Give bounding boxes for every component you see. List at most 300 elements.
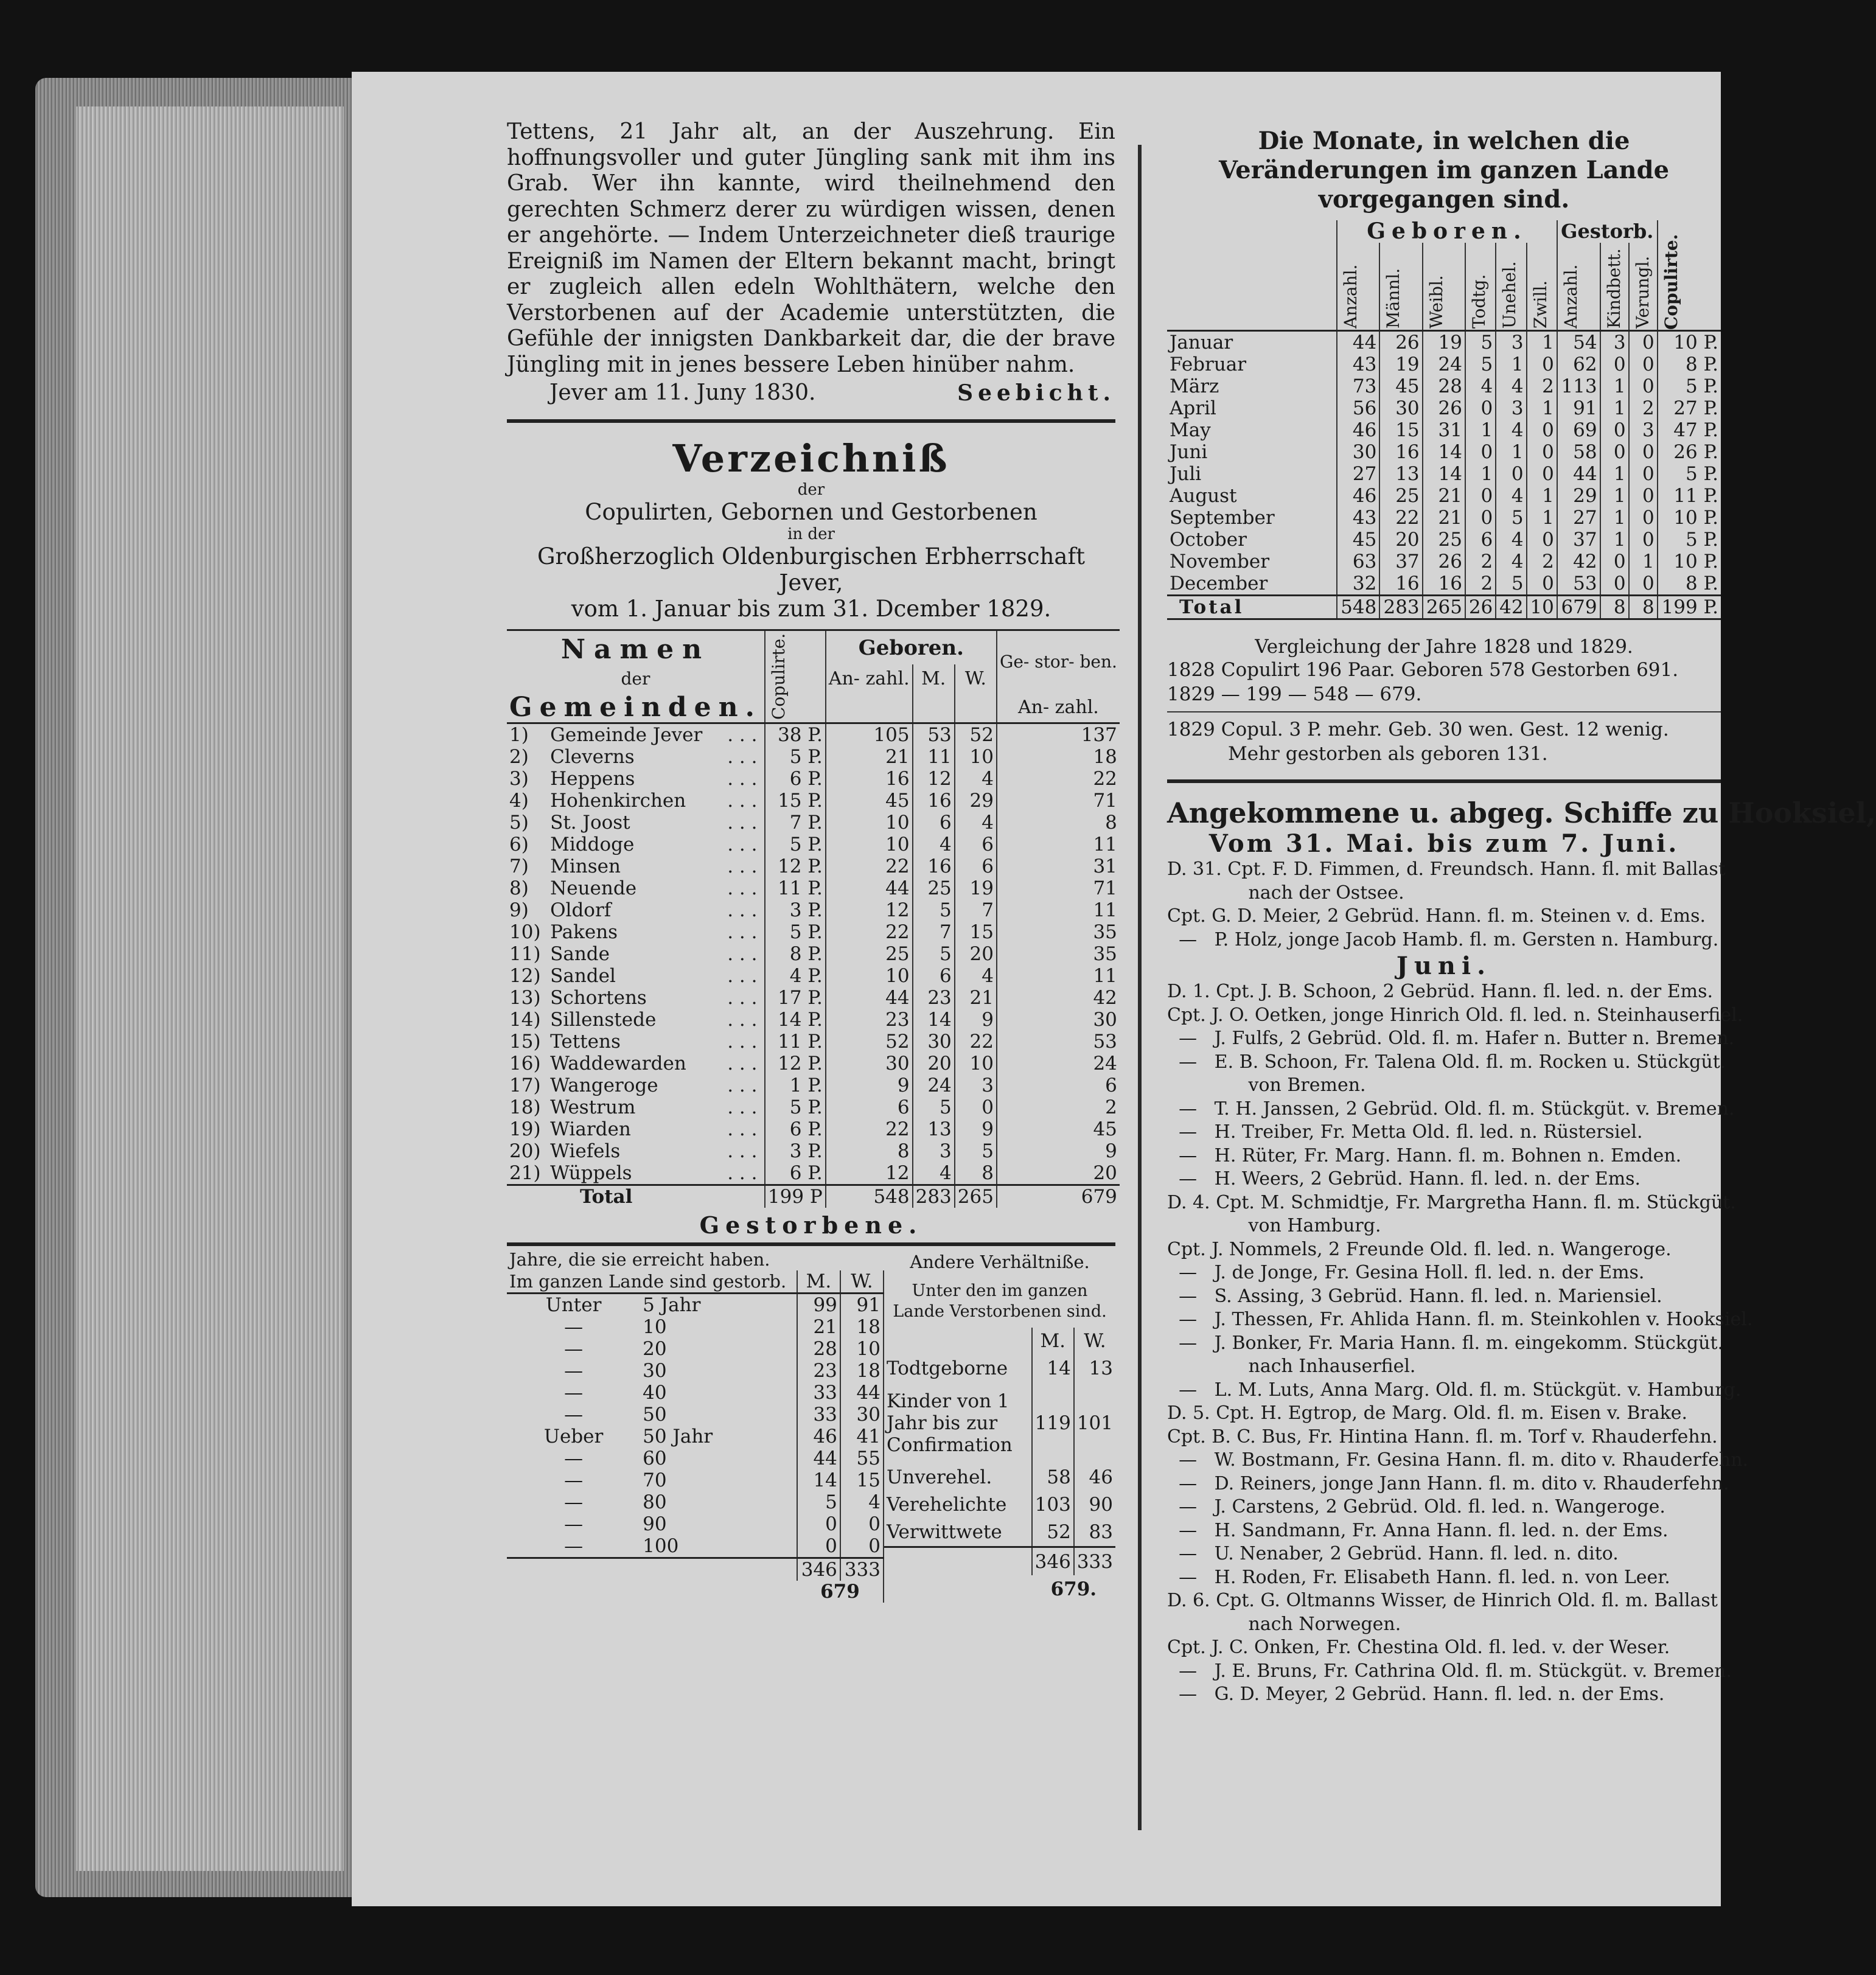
month-value: 14: [1423, 441, 1465, 463]
month-value: 4: [1496, 485, 1526, 507]
ship-entry: — W. Bostmann, Fr. Gesina Hann. fl. m. dito v. Rhauderfehn.: [1167, 1449, 1749, 1471]
leader-dots: . . .: [727, 921, 758, 943]
comparison-title: Vergleichung der Jahre 1828 und 1829.: [1255, 636, 1633, 658]
geboren-w: 52: [955, 723, 997, 747]
geboren-w: 20: [955, 943, 997, 965]
geboren-m: 7: [913, 921, 955, 943]
age-prefix: —: [564, 1447, 584, 1469]
other-row: [884, 1464, 1115, 1491]
months-total-value: 283: [1379, 596, 1422, 619]
month-value: 0: [1629, 463, 1658, 485]
gestorben-anzahl: 71: [1093, 877, 1117, 899]
register-row: [507, 1096, 1120, 1118]
geboren-w: 22: [955, 1031, 997, 1053]
months-col-head: [1527, 243, 1557, 331]
register-row: [507, 921, 1120, 943]
row-number: 9): [509, 899, 529, 921]
months-col-head: [1337, 243, 1379, 331]
ship-entry: — J. Thessen, Fr. Ahlida Hann. fl. m. Steinkohlen v. Hooksiel.: [1167, 1309, 1753, 1330]
register-row: [507, 1009, 1120, 1031]
month-value: 3: [1496, 331, 1526, 354]
gestorben-anzahl: 8: [1105, 812, 1117, 834]
leader-dots: . . .: [727, 1162, 758, 1184]
geboren-anzahl: 22: [826, 921, 913, 943]
age-value: 20: [643, 1338, 667, 1360]
gemeinde-name: Westrum: [550, 1096, 636, 1118]
month-value: 0: [1527, 463, 1557, 485]
month-copulirte: 8 P.: [1658, 573, 1721, 596]
row-number: 19): [509, 1118, 541, 1140]
other-grand: 679.: [1050, 1578, 1097, 1600]
copulirte-value: 3 P.: [765, 899, 826, 921]
month-value: 25: [1379, 485, 1422, 507]
deaths-head-2: Im ganzen Lande sind gestorb.: [509, 1271, 787, 1292]
other-row: [884, 1382, 1115, 1464]
month-value: 6: [1465, 529, 1496, 551]
geboren-w: 29: [955, 790, 997, 812]
register-subtitle: Copulirten, Gebornen und Gestorbenen: [585, 499, 1037, 525]
other-w: 90: [1074, 1491, 1115, 1519]
leader-dots: . . .: [727, 1009, 758, 1031]
month-name: October: [1170, 529, 1247, 551]
ship-entry: — H. Weers, 2 Gebrüd. Hann. fl. led. n. der Ems.: [1167, 1168, 1641, 1190]
ships-range: Vom 31. Mai. bis zum 7. Juni.: [1208, 829, 1679, 858]
geboren-anzahl: 44: [826, 877, 913, 899]
geboren-anzahl: 9: [826, 1075, 913, 1096]
gemeinde-name: Minsen: [550, 855, 621, 877]
months-table: [1167, 220, 1721, 620]
month-value: 3: [1496, 397, 1526, 419]
ship-entry: Cpt. J. Nommels, 2 Freunde Old. fl. led. n. Wangeroge.: [1167, 1238, 1672, 1260]
geboren-w: 15: [955, 921, 997, 943]
register-total-gest: 679: [1081, 1186, 1117, 1208]
month-copulirte: 10 P.: [1658, 507, 1721, 529]
gemeinde-name: Sillenstede: [550, 1009, 657, 1031]
header-der: der: [621, 668, 650, 689]
copulirte-value: 12 P.: [765, 1053, 826, 1075]
other-m: 52: [1032, 1519, 1074, 1547]
month-value: 1: [1600, 397, 1629, 419]
month-value: 1: [1465, 463, 1496, 485]
ship-entry: von Bremen.: [1167, 1075, 1366, 1096]
deaths-w: 10: [840, 1338, 884, 1360]
month-value: 5: [1465, 331, 1496, 354]
register-row: [507, 1031, 1120, 1053]
gestorben-anzahl: 42: [1093, 987, 1117, 1009]
other-label: Kinder von 1 Jahr bis zur Confirmation: [887, 1390, 1013, 1456]
header-gestorben: Ge- stor- ben.: [999, 652, 1117, 672]
month-value: 5: [1465, 354, 1496, 375]
copulirte-value: 6 P.: [765, 1162, 826, 1185]
month-value: 2: [1527, 375, 1557, 397]
row-number: 10): [509, 921, 541, 943]
month-value: 0: [1527, 441, 1557, 463]
other-row: [884, 1491, 1115, 1519]
geboren-w: 3: [955, 1075, 997, 1096]
deaths-w: 0: [840, 1513, 884, 1535]
month-value: 113: [1557, 375, 1600, 397]
other-w: 101: [1074, 1382, 1115, 1464]
months-total-value: 548: [1337, 596, 1379, 619]
register-total-anz: 548: [826, 1185, 913, 1208]
deaths-w: 18: [840, 1316, 884, 1338]
geboren-m: 6: [913, 965, 955, 987]
deaths-m: 33: [797, 1404, 840, 1426]
month-copulirte: 5 P.: [1658, 463, 1721, 485]
deaths-grand: 679: [797, 1581, 884, 1603]
month-value: 37: [1557, 529, 1600, 551]
obituary-text: Tettens, 21 Jahr alt, an der Auszehrung. Ein hoffnungsvoller und guter Jüngling sank mit ihm ins Grab. Wer ihn kannte, wird theilnehmend den gerechten Schmerz derer zu würdigen wissen, denen er angehörte. — Indem Unterzeichneter dieß traurige Ereigniß im Namen der Eltern bekannt macht, bringt er zugleich allen edeln Wohlthätern, welche den Verstorbenen auf der Academie unterstützten, die Gefühle der innigsten Dankbarkeit dar, die der brave Jüngling mit in jenes bessere Leben hinüber nahm.: [507, 119, 1115, 377]
register-row: [507, 746, 1120, 768]
age-prefix: —: [564, 1360, 584, 1382]
copulirte-value: 17 P.: [765, 987, 826, 1009]
month-value: 1: [1527, 331, 1557, 354]
month-value: 2: [1465, 573, 1496, 596]
ship-entry: — J. E. Bruns, Fr. Cathrina Old. fl. m. Stückgüt. v. Bremen.: [1167, 1660, 1732, 1682]
month-value: 29: [1557, 485, 1600, 507]
deaths-m: 5: [797, 1491, 840, 1513]
ship-entry: — J. de Jonge, Fr. Gesina Holl. fl. led. n. der Ems.: [1167, 1262, 1645, 1283]
ship-entry: Cpt. B. C. Bus, Fr. Hintina Hann. fl. m. Torf v. Rhauderfehn.: [1167, 1426, 1718, 1447]
gemeinde-name: Wüppels: [550, 1162, 632, 1184]
leader-dots: . . .: [727, 965, 758, 987]
months-total-value: 8: [1600, 596, 1629, 619]
other-row: [884, 1354, 1115, 1382]
month-copulirte: 26 P.: [1658, 441, 1721, 463]
deaths-m: 0: [797, 1513, 840, 1535]
age-prefix: —: [564, 1404, 584, 1426]
months-col-label: Anzahl.: [1560, 264, 1581, 329]
geboren-m: 5: [913, 1096, 955, 1118]
month-name: December: [1170, 573, 1268, 594]
obituary-signature-line: [507, 380, 1115, 406]
gestorben-anzahl: 35: [1093, 943, 1117, 965]
month-value: 19: [1423, 331, 1465, 354]
month-value: 1: [1600, 463, 1629, 485]
month-name: April: [1170, 397, 1216, 419]
geboren-m: 16: [913, 790, 955, 812]
gemeinde-name: Wangeroge: [550, 1075, 658, 1096]
geboren-anzahl: 30: [826, 1053, 913, 1075]
month-value: 21: [1423, 507, 1465, 529]
month-value: 46: [1337, 419, 1379, 441]
month-value: 14: [1423, 463, 1465, 485]
month-value: 1: [1600, 529, 1629, 551]
book-pages-edge: [76, 106, 344, 1871]
month-value: 0: [1629, 375, 1658, 397]
month-value: 26: [1423, 397, 1465, 419]
leader-dots: . . .: [727, 768, 758, 790]
other-w: 13: [1074, 1354, 1115, 1382]
geboren-m: 23: [913, 987, 955, 1009]
geboren-anzahl: 10: [826, 812, 913, 834]
month-value: 0: [1465, 441, 1496, 463]
month-value: 0: [1527, 419, 1557, 441]
ship-entry: — J. Fulfs, 2 Gebrüd. Old. fl. m. Hafer n. Butter n. Bremen.: [1167, 1028, 1735, 1049]
month-value: 58: [1557, 441, 1600, 463]
month-value: 30: [1379, 397, 1422, 419]
register-period: vom 1. Januar bis zum 31. Dcember 1829.: [571, 596, 1051, 622]
geboren-anzahl: 22: [826, 1118, 913, 1140]
gemeinde-name: Sande: [550, 943, 610, 965]
month-name: Januar: [1170, 332, 1233, 354]
gestorben-anzahl: 22: [1093, 768, 1117, 790]
month-value: 27: [1337, 463, 1379, 485]
register-row: [507, 943, 1120, 965]
deaths-m: 99: [797, 1294, 840, 1317]
month-value: 16: [1379, 441, 1422, 463]
geboren-w: 19: [955, 877, 997, 899]
month-value: 73: [1337, 375, 1379, 397]
deaths-row: [507, 1491, 884, 1513]
month-value: 1: [1496, 441, 1526, 463]
geboren-anzahl: 10: [826, 834, 913, 855]
ships-title: Angekommene u. abgeg. Schiffe zu Hooksiel,: [1167, 796, 1876, 829]
months-row: [1167, 529, 1721, 551]
geboren-w: 6: [955, 855, 997, 877]
month-value: 16: [1423, 573, 1465, 596]
register-row: [507, 965, 1120, 987]
deaths-section: [507, 1249, 1115, 1603]
month-value: 1: [1527, 507, 1557, 529]
gemeinde-name: Pakens: [550, 921, 618, 943]
copulirte-value: 4 P.: [765, 965, 826, 987]
register-row: [507, 1118, 1120, 1140]
other-w: 46: [1074, 1464, 1115, 1491]
month-name: Februar: [1170, 354, 1247, 375]
leader-dots: . . .: [727, 790, 758, 812]
month-value: 63: [1337, 551, 1379, 573]
register-total-w: 265: [955, 1185, 997, 1208]
deaths-m: 44: [797, 1447, 840, 1469]
month-name: September: [1170, 507, 1275, 529]
copulirte-value: 14 P.: [765, 1009, 826, 1031]
deaths-w: 0: [840, 1535, 884, 1558]
leader-dots: . . .: [727, 899, 758, 921]
month-value: 0: [1465, 397, 1496, 419]
month-value: 2: [1465, 551, 1496, 573]
comparison-1829: 1829 — 199 — 548 — 679.: [1167, 683, 1422, 705]
ship-entry: nach Inhauserfiel.: [1167, 1356, 1416, 1377]
deaths-m: 14: [797, 1469, 840, 1491]
months-total-copulirte: 199 P.: [1658, 596, 1721, 619]
ship-entry: Cpt. G. D. Meier, 2 Gebrüd. Hann. fl. m. Steinen v. d. Ems.: [1167, 905, 1706, 927]
deaths-row: [507, 1382, 884, 1404]
signature: Seebicht.: [957, 380, 1115, 406]
geboren-anzahl: 12: [826, 899, 913, 921]
month-value: 0: [1600, 573, 1629, 596]
geboren-w: 0: [955, 1096, 997, 1118]
geboren-m: 4: [913, 1162, 955, 1185]
age-value: 50: [643, 1404, 667, 1426]
month-name: März: [1170, 375, 1219, 397]
month-value: 3: [1600, 331, 1629, 354]
gestorben-anzahl: 6: [1105, 1075, 1117, 1096]
month-copulirte: 5 P.: [1658, 529, 1721, 551]
month-copulirte: 8 P.: [1658, 354, 1721, 375]
other-m: 14: [1032, 1354, 1074, 1382]
row-number: 20): [509, 1140, 541, 1162]
month-value: 4: [1496, 551, 1526, 573]
month-value: 28: [1423, 375, 1465, 397]
month-value: 1: [1600, 375, 1629, 397]
geboren-w: 6: [955, 834, 997, 855]
month-value: 44: [1337, 331, 1379, 354]
deaths-w: 4: [840, 1491, 884, 1513]
geboren-anzahl: 10: [826, 965, 913, 987]
month-value: 54: [1557, 331, 1600, 354]
gestorben-anzahl: 18: [1093, 746, 1117, 768]
leader-dots: . . .: [727, 812, 758, 834]
other-w: 83: [1074, 1519, 1115, 1547]
geboren-m: 6: [913, 812, 955, 834]
leader-dots: . . .: [727, 1140, 758, 1162]
header-anzahl: An- zahl.: [826, 664, 913, 693]
gemeinde-name: Wiarden: [550, 1118, 631, 1140]
deaths-row: [507, 1360, 884, 1382]
age-prefix: Unter: [545, 1294, 602, 1316]
geboren-m: 16: [913, 855, 955, 877]
copulirte-value: 12 P.: [765, 855, 826, 877]
month-value: 21: [1423, 485, 1465, 507]
leader-dots: . . .: [727, 1118, 758, 1140]
geboren-anzahl: 12: [826, 1162, 913, 1185]
month-value: 26: [1423, 551, 1465, 573]
month-value: 0: [1629, 507, 1658, 529]
age-value: 90: [643, 1513, 667, 1535]
row-number: 6): [509, 834, 529, 855]
deaths-m: 28: [797, 1338, 840, 1360]
deaths-row: [507, 1316, 884, 1338]
month-value: 19: [1379, 354, 1422, 375]
ships-list-may: [1167, 858, 1726, 952]
geboren-m: 30: [913, 1031, 955, 1053]
header-m: M.: [913, 664, 955, 693]
other-head-w: W.: [1074, 1328, 1115, 1355]
month-value: 0: [1629, 354, 1658, 375]
comparison-diff: 1829 Copul. 3 P. mehr. Geb. 30 wen. Gest. 12 wenig.: [1167, 719, 1669, 740]
month-value: 62: [1557, 354, 1600, 375]
geboren-anzahl: 25: [826, 943, 913, 965]
deaths-m: 23: [797, 1360, 840, 1382]
deaths-w: 18: [840, 1360, 884, 1382]
register-total-m: 283: [913, 1185, 955, 1208]
gemeinde-name: Sandel: [550, 965, 616, 987]
months-col-label: Kindbett.: [1603, 248, 1624, 329]
other-row: [884, 1519, 1115, 1547]
month-value: 0: [1527, 354, 1557, 375]
months-total-value: 10: [1527, 596, 1557, 619]
month-value: 31: [1423, 419, 1465, 441]
column-separator: [1138, 145, 1142, 1830]
month-value: 69: [1557, 419, 1600, 441]
row-number: 1): [509, 724, 529, 746]
ship-entry: — H. Sandmann, Fr. Anna Hann. fl. led. n. der Ems.: [1167, 1519, 1669, 1541]
ship-entry: D. 1. Cpt. J. B. Schoon, 2 Gebrüd. Hann. fl. led. n. der Ems.: [1167, 981, 1714, 1002]
gemeinde-name: Hohenkirchen: [550, 790, 686, 812]
month-value: 1: [1465, 419, 1496, 441]
months-col-head: [1557, 243, 1600, 331]
month-value: 25: [1423, 529, 1465, 551]
age-prefix: —: [564, 1491, 584, 1513]
deaths-head-1: Jahre, die sie erreicht haben.: [509, 1249, 770, 1270]
geboren-anzahl: 44: [826, 987, 913, 1009]
age-value: 30: [643, 1360, 667, 1382]
age-prefix: —: [564, 1513, 584, 1535]
month-value: 0: [1600, 354, 1629, 375]
right-column: [1167, 72, 1876, 1707]
leader-dots: . . .: [727, 746, 758, 768]
header-geboren: Geboren.: [826, 630, 997, 665]
month-value: 37: [1379, 551, 1422, 573]
copulirte-value: 3 P.: [765, 1140, 826, 1162]
geboren-m: 20: [913, 1053, 955, 1075]
gestorben-anzahl: 35: [1093, 921, 1117, 943]
ship-entry: — J. Carstens, 2 Gebrüd. Old. fl. led. n. Wangeroge.: [1167, 1496, 1665, 1517]
ship-entry: nach Norwegen.: [1167, 1613, 1401, 1635]
deaths-w: 15: [840, 1469, 884, 1491]
month-value: 56: [1337, 397, 1379, 419]
deaths-row: [507, 1469, 884, 1491]
geboren-m: 53: [913, 723, 955, 747]
month-value: 42: [1557, 551, 1600, 573]
copulirte-value: 5 P.: [765, 1096, 826, 1118]
geboren-w: 7: [955, 899, 997, 921]
deaths-head-m: M.: [797, 1270, 840, 1294]
gestorben-anzahl: 71: [1093, 790, 1117, 812]
ship-entry: — H. Rüter, Fr. Marg. Hann. fl. m. Bohnen n. Emden.: [1167, 1144, 1682, 1166]
month-value: 45: [1379, 375, 1422, 397]
register-row: [507, 899, 1120, 921]
geboren-w: 8: [955, 1162, 997, 1185]
register-row: [507, 790, 1120, 812]
gemeinde-name: Tettens: [550, 1031, 621, 1053]
deaths-title: Gestorbene.: [699, 1211, 923, 1239]
geboren-anzahl: 21: [826, 746, 913, 768]
deaths-sum-w: 333: [840, 1558, 884, 1581]
age-value: 40: [643, 1382, 667, 1404]
month-value: 0: [1527, 529, 1557, 551]
copulirte-value: 11 P.: [765, 877, 826, 899]
register-total-cop: 199 P: [765, 1185, 826, 1208]
month-copulirte: 47 P.: [1658, 419, 1721, 441]
ship-entry: — S. Assing, 3 Gebrüd. Hann. fl. led. n. Mariensiel.: [1167, 1285, 1662, 1307]
month-copulirte: 11 P.: [1658, 485, 1721, 507]
age-value: 10: [643, 1316, 667, 1338]
register-title: Verzeichniß: [672, 436, 950, 481]
age-prefix: —: [564, 1382, 584, 1404]
deaths-other-table: [884, 1249, 1115, 1603]
gestorben-anzahl: 11: [1093, 834, 1117, 855]
register-in-der: in der: [787, 525, 835, 543]
month-value: 91: [1557, 397, 1600, 419]
copulirte-value: 1 P.: [765, 1075, 826, 1096]
copulirte-value: 5 P.: [765, 746, 826, 768]
geboren-m: 14: [913, 1009, 955, 1031]
months-total-value: 42: [1496, 596, 1526, 619]
months-title: Die Monate, in welchen die Veränderungen im ganzen Lande vorgegangen sind.: [1218, 127, 1670, 214]
month-value: 1: [1527, 397, 1557, 419]
month-value: 4: [1496, 419, 1526, 441]
months-total-value: 26: [1465, 596, 1496, 619]
ship-entry: D. 5. Cpt. H. Egtrop, de Marg. Old. fl. m. Eisen v. Brake.: [1167, 1402, 1688, 1424]
age-value: 50 Jahr: [643, 1426, 713, 1447]
months-col-label: Weibl.: [1426, 275, 1446, 329]
month-copulirte: 27 P.: [1658, 397, 1721, 419]
age-value: 100: [643, 1535, 679, 1557]
register-row: [507, 1053, 1120, 1075]
register-der: der: [797, 481, 825, 499]
